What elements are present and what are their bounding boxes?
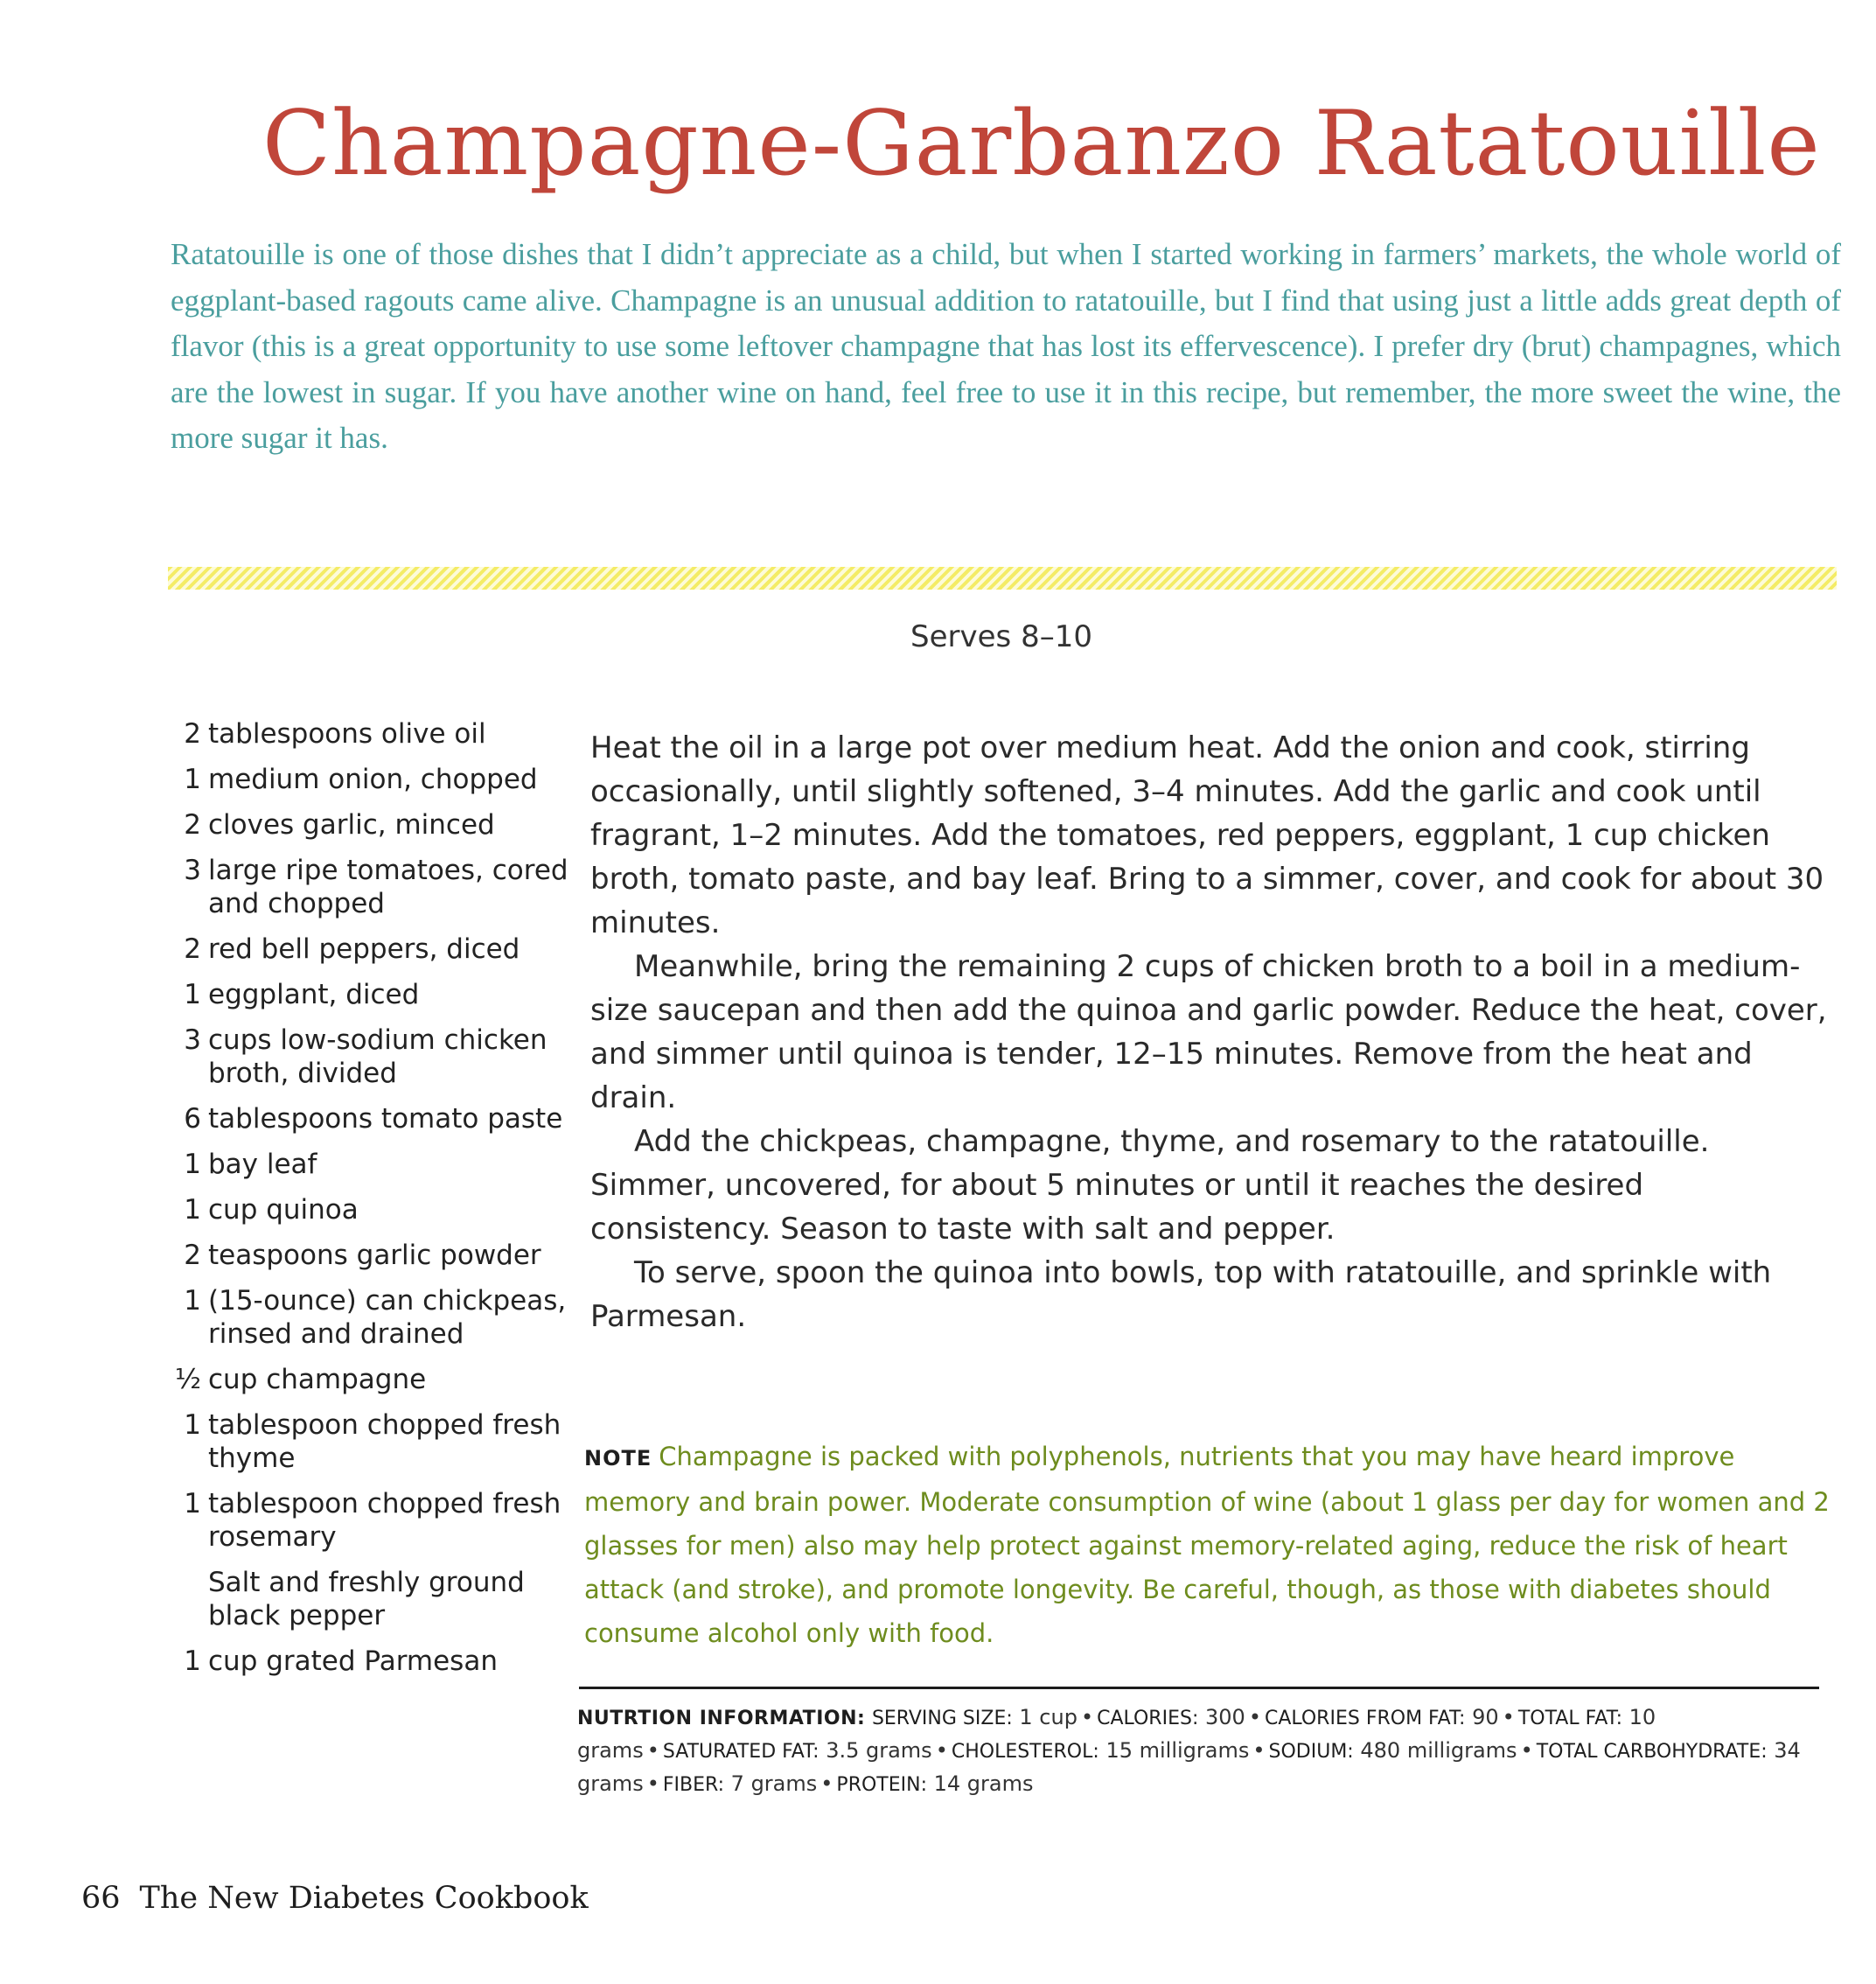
nutrition-info <box>577 1701 1828 1801</box>
ingredient-item <box>166 854 568 920</box>
ingredient-qty: 1 <box>184 1149 201 1180</box>
nutrition-key: SATURATED FAT: <box>662 1741 819 1763</box>
ingredient-item <box>166 1239 568 1272</box>
ingredient-name: tablespoon chopped fresh thyme <box>208 1409 561 1474</box>
ingredient-item <box>166 1284 568 1351</box>
ingredients-list <box>166 717 568 1690</box>
direction-step: Heat the oil in a large pot over medium heat. Add the onion and cook, stirring occasionally, until slightly softened, 3–4 minutes. Add the garlic and cook until fragrant, 1–2 minutes. Add the tomatoes, red peppers, eggplant, 1 cup chicken broth, tomato paste, and bay leaf. Bring to a simmer, cover, and cook for about 30 minutes. <box>590 730 1824 940</box>
nutrition-value: 300 <box>1205 1705 1245 1729</box>
note-text: Champagne is packed with polyphenols, nutrients that you may have heard improve memory and brain power. Moderate consumption of wine (about 1 glass per day for women and 2 glasses for men) also may help protect against memory-related aging, reduce the risk of heart attack (and stroke), and promote longevity. Be careful, though, as those with diabetes should consume alcohol only with food. <box>584 1442 1830 1648</box>
nutrition-value: 15 milligrams <box>1105 1738 1250 1763</box>
direction-step: Meanwhile, bring the remaining 2 cups of chicken broth to a boil in a medium-size saucepan and then add the quinoa and garlic powder. Reduce the heat, cover, and simmer until quinoa is tender, 12–15 minutes. Remove from the heat and drain. <box>590 949 1827 1115</box>
ingredient-qty: 2 <box>184 718 201 750</box>
page-number: 66 <box>81 1881 121 1916</box>
ingredient-item <box>166 978 568 1011</box>
ingredient-name: cup champagne <box>208 1364 427 1395</box>
nutrition-separator: • <box>1248 1705 1261 1729</box>
nutrition-separator: • <box>820 1771 833 1796</box>
nutrition-label: NUTRTION INFORMATION: <box>577 1708 866 1729</box>
nutrition-key: FIBER: <box>662 1774 725 1796</box>
ingredient-qty: 1 <box>184 979 201 1010</box>
nutrition-value: 3.5 grams <box>826 1738 932 1763</box>
ingredient-qty: 2 <box>184 933 201 965</box>
nutrition-key: CHOLESTEROL: <box>951 1741 1099 1763</box>
directions <box>590 726 1832 1338</box>
ingredient-qty: ½ <box>174 1364 201 1395</box>
ingredient-qty: 3 <box>184 1024 201 1056</box>
ingredient-item <box>166 1102 568 1135</box>
nutrition-separator: • <box>1502 1705 1515 1729</box>
ingredient-name: cup grated Parmesan <box>208 1645 498 1677</box>
ingredient-name: bay leaf <box>208 1149 317 1180</box>
nutrition-key: TOTAL FAT: <box>1517 1708 1623 1729</box>
ingredient-name: cups low-sodium chicken broth, divided <box>208 1024 547 1089</box>
ingredient-qty: 1 <box>184 764 201 795</box>
ingredient-name: large ripe tomatoes, cored and chopped <box>208 855 568 919</box>
ingredient-name: cloves garlic, minced <box>208 809 495 841</box>
ingredient-qty: 1 <box>184 1409 201 1441</box>
ingredient-qty: 1 <box>184 1194 201 1226</box>
direction-step: To serve, spoon the quinoa into bowls, top with ratatouille, and sprinkle with Parmesan. <box>590 1255 1772 1334</box>
ingredient-qty: 1 <box>184 1285 201 1317</box>
ingredient-name: cup quinoa <box>208 1194 359 1226</box>
divider-rule <box>579 1687 1819 1689</box>
ingredient-item <box>166 1487 568 1554</box>
nutrition-separator: • <box>1080 1705 1094 1729</box>
ingredient-name: teaspoons garlic powder <box>208 1240 541 1271</box>
serves-count: Serves 8–10 <box>910 619 1092 654</box>
ingredient-item <box>166 933 568 966</box>
ingredient-item <box>166 1148 568 1181</box>
ingredient-qty: 6 <box>184 1103 201 1135</box>
ingredient-name: Salt and freshly ground black pepper <box>208 1567 525 1631</box>
ingredient-qty: 1 <box>184 1645 201 1677</box>
ingredient-name: eggplant, diced <box>208 979 420 1010</box>
nutrition-key: PROTEIN: <box>836 1774 927 1796</box>
ingredient-item <box>166 763 568 796</box>
ingredient-name: medium onion, chopped <box>208 764 538 795</box>
ingredient-name: tablespoons olive oil <box>208 718 486 750</box>
nutrition-separator: • <box>1252 1738 1266 1763</box>
ingredient-name: tablespoon chopped fresh rosemary <box>208 1488 561 1553</box>
nutrition-value: 10 grams <box>577 1705 1656 1763</box>
nutrition-separator: • <box>1520 1738 1533 1763</box>
ingredient-item <box>166 1566 568 1632</box>
recipe-note <box>584 1435 1833 1655</box>
decorative-stripe <box>168 567 1837 590</box>
nutrition-key: TOTAL CARBOHYDRATE: <box>1536 1741 1768 1763</box>
ingredient-qty: 2 <box>184 1240 201 1271</box>
nutrition-key: SERVING SIZE: <box>871 1708 1013 1729</box>
ingredient-item <box>166 1023 568 1090</box>
nutrition-separator: • <box>935 1738 948 1763</box>
ingredient-name: red bell peppers, diced <box>208 933 520 965</box>
nutrition-value: 90 <box>1472 1705 1499 1729</box>
page-footer <box>81 1881 781 1916</box>
note-label: NOTE <box>584 1446 652 1471</box>
nutrition-separator: • <box>646 1771 659 1796</box>
ingredient-name: tablespoons tomato paste <box>208 1103 563 1135</box>
nutrition-value: 1 cup <box>1019 1705 1077 1729</box>
book-title: The New Diabetes Cookbook <box>139 1881 589 1916</box>
direction-step: Add the chickpeas, champagne, thyme, and rosemary to the ratatouille. Simmer, uncovered, for about 5 minutes or until it reaches the desired consistency. Season to taste with salt and pepper. <box>590 1124 1710 1247</box>
nutrition-key: CALORIES: <box>1097 1708 1199 1729</box>
nutrition-value: 14 grams <box>933 1771 1034 1796</box>
ingredient-name: (15-ounce) can chickpeas, rinsed and drained <box>208 1285 567 1350</box>
ingredient-item <box>166 1363 568 1396</box>
recipe-title: Champagne-Garbanzo Ratatouille <box>262 92 1821 196</box>
nutrition-value: 34 grams <box>577 1738 1801 1796</box>
ingredient-item <box>166 1645 568 1678</box>
recipe-intro: Ratatouille is one of those dishes that I didn’t appreciate as a child, but when I started working in farmers’ markets, the whole world of eggplant-based ragouts came alive. Champagne is an unusual addition to ratatouille, but I find that using just a little adds great depth of flavor (this is a great opportunity to use some leftover champagne that has lost its effervescence). I prefer dry (brut) champagnes, which are the lowest in sugar. If you have another wine on hand, feel free to use it in this recipe, but remember, the more sweet the wine, the more sugar it has. <box>171 237 1841 455</box>
nutrition-value: 480 milligrams <box>1360 1738 1517 1763</box>
ingredient-qty: 1 <box>184 1488 201 1519</box>
nutrition-value: 7 grams <box>730 1771 818 1796</box>
ingredient-qty: 3 <box>184 855 201 886</box>
ingredient-item <box>166 1193 568 1226</box>
nutrition-separator: • <box>646 1738 659 1763</box>
ingredient-item <box>166 808 568 842</box>
nutrition-key: CALORIES FROM FAT: <box>1264 1708 1466 1729</box>
ingredient-qty: 2 <box>184 809 201 841</box>
ingredient-item <box>166 717 568 751</box>
ingredient-item <box>166 1408 568 1475</box>
nutrition-key: SODIUM: <box>1268 1741 1354 1763</box>
